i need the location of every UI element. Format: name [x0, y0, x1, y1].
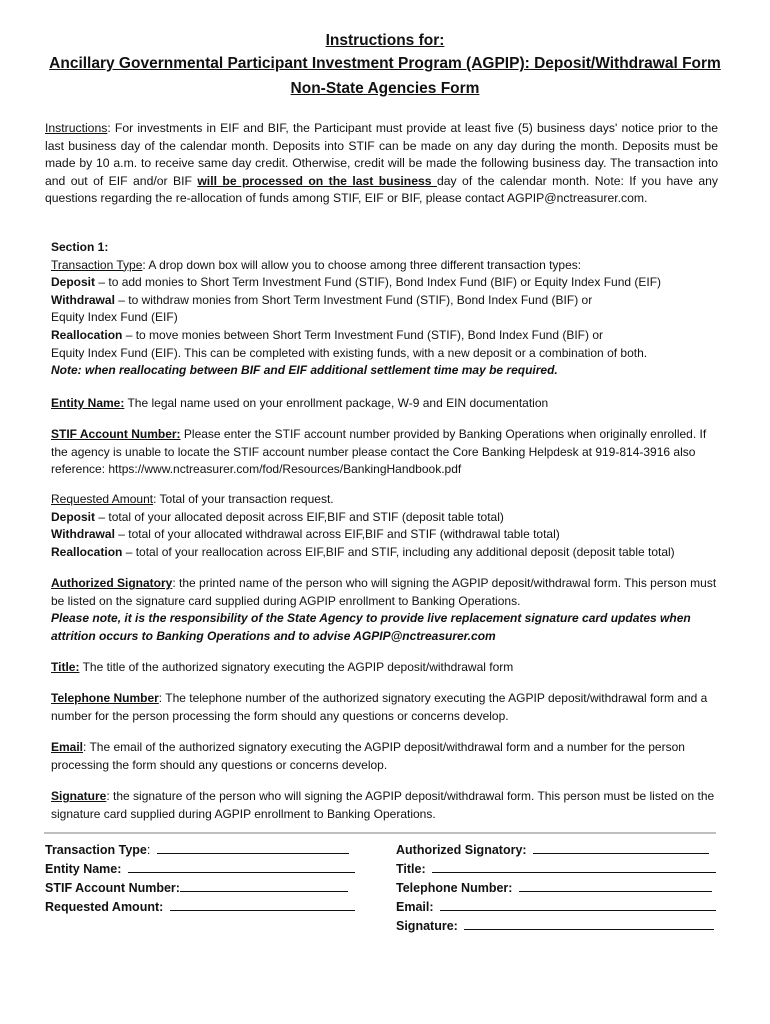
reallocation-text: – to move monies between Short Term Investment Fund (STIF), Bond Index Fund (BIF) or — [122, 327, 604, 342]
form-transaction-type-label: Transaction Type — [45, 843, 147, 857]
deposit-label: Deposit — [51, 275, 96, 290]
signatory-note: Please note, it is the responsibility of the State Agency to provide live replacement signature card updates when attrition occurs to Banking Operations and to advise AGPIP@nctreasurer.com — [51, 611, 691, 643]
intro-paragraph — [45, 120, 718, 208]
form-telephone — [396, 879, 712, 895]
requested-amount-instructions — [51, 491, 723, 561]
telephone-instructions — [51, 690, 723, 725]
amount-withdrawal-text: – total of your allocated withdrawal across EIF,BIF and STIF (withdrawal table total) — [114, 527, 560, 542]
form-signature — [396, 917, 714, 933]
intro-label: Instructions — [45, 121, 108, 135]
form-transaction-type — [45, 841, 349, 857]
telephone-field[interactable] — [519, 879, 712, 892]
deposit-text: – to add monies to Short Term Investment Fund (STIF), Bond Index Fund (BIF) or Equity Index Fund (EIF) — [95, 275, 662, 290]
stif-text: Please enter the STIF account number provided by Banking Operations when originally enrolled. If the agency is unable to locate the STIF account number please contact the Core Banking Helpdesk at 919-814-3916 also reference: https://www.nctreasurer.com/fod/Resources/BankingHandbook.pdf — [51, 427, 707, 477]
amount-deposit-label: Deposit — [51, 509, 96, 524]
form-title-label: Title: — [396, 862, 426, 876]
signature-label: Signature — [51, 789, 107, 803]
form-entity-name — [45, 860, 355, 876]
transaction-type-label: Transaction Type — [51, 257, 143, 272]
withdrawal-label: Withdrawal — [51, 292, 115, 307]
email-text: : The email of the authorized signatory executing the AGPIP deposit/withdrawal form and a number for the person processing the form should any questions or concerns develop. — [51, 740, 685, 772]
transaction-type-field[interactable] — [157, 841, 349, 854]
entity-name-text: The legal name used on your enrollment package, W-9 and EIN documentation — [124, 396, 549, 410]
requested-amount-field[interactable] — [170, 898, 355, 911]
stif-instructions — [51, 426, 723, 479]
title-label: Title: — [51, 660, 80, 674]
form-signature-label: Signature: — [396, 919, 458, 933]
form-stif-account — [45, 879, 348, 895]
title-text: The title of the authorized signatory executing the AGPIP deposit/withdrawal form — [79, 660, 514, 674]
amount-withdrawal-label: Withdrawal — [51, 527, 115, 542]
stif-account-field[interactable] — [180, 879, 348, 892]
stif-label: STIF Account Number: — [51, 427, 181, 441]
reallocation-text-cont: Equity Index Fund (EIF). This can be completed with existing funds, with a new deposit or a combination of both. — [51, 345, 648, 360]
withdrawal-text-cont: Equity Index Fund (EIF) — [51, 310, 178, 325]
signature-text: : the signature of the person who will signing the AGPIP deposit/withdrawal form. This person must be listed on the signature card supplied during AGPIP enrollment to Banking Operations. — [51, 789, 715, 821]
signatory-label: Authorized Signatory — [51, 576, 173, 590]
withdrawal-text: – to withdraw monies from Short Term Investment Fund (STIF), Bond Index Fund (BIF) or — [114, 292, 593, 307]
form-entity-name-label: Entity Name: — [45, 862, 122, 876]
form-title — [396, 860, 716, 876]
form-telephone-label: Telephone Number: — [396, 881, 513, 895]
entity-name-label: Entity Name: — [51, 396, 125, 410]
form-authorized-signatory — [396, 841, 709, 857]
authorized-signatory-field[interactable] — [533, 841, 709, 854]
intro-text-2: day of the calendar month. Note: If you have any questions regarding the re-allocation of funds among STIF, EIF or BIF, please contact AGPIP@nctreasurer.com. — [45, 173, 718, 206]
form-stif-account-label: STIF Account Number: — [45, 881, 180, 895]
amount-reallocation-text: – total of your reallocation across EIF,BIF and STIF, including any additional deposit (deposit table total) — [122, 544, 675, 559]
heading-line-1: Instructions for: — [325, 32, 445, 49]
entity-name-field[interactable] — [128, 860, 355, 873]
signatory-text: : the printed name of the person who will signing the AGPIP deposit/withdrawal form. This person must be listed on the signature card supplied during AGPIP enrollment to Banking Operations. — [51, 576, 717, 608]
transaction-type-text: : A drop down box will allow you to choose among three different transaction types: — [142, 257, 582, 272]
form-authorized-signatory-label: Authorized Signatory: — [396, 843, 527, 857]
form-email-label: Email: — [396, 900, 434, 914]
title-instructions — [51, 659, 721, 677]
telephone-text: : The telephone number of the authorized signatory executing the AGPIP deposit/withdrawal form and a number for the person processing the form should any questions or concerns develop. — [51, 691, 708, 723]
telephone-label: Telephone Number — [51, 691, 159, 705]
section-1-heading: Section 1: — [51, 240, 109, 254]
email-label: Email — [51, 740, 84, 754]
section-1 — [51, 239, 721, 380]
form-transaction-type-colon: : — [146, 843, 151, 857]
form-email — [396, 898, 716, 914]
reallocation-label: Reallocation — [51, 327, 123, 342]
entity-name-instructions — [51, 395, 721, 413]
signature-field[interactable] — [464, 917, 714, 930]
intro-text-1: : For investments in EIF and BIF, the Participant must provide at least five (5) business days' notice prior to the last business day of the calendar month. Deposits into STIF can be made on any day during the month. Deposits must be made by 10 a.m. to receive same day credit. Otherwise, credit will be made the following business day. The transaction into and out of EIF and/or BIF — [45, 121, 718, 188]
amount-deposit-text: – total of your allocated deposit across EIF,BIF and STIF (deposit table total) — [95, 509, 504, 524]
email-instructions — [51, 739, 723, 774]
signature-instructions — [51, 788, 723, 823]
requested-amount-label: Requested Amount — [51, 492, 154, 506]
form-requested-amount-label: Requested Amount: — [45, 900, 164, 914]
form-requested-amount — [45, 898, 355, 914]
intro-emphasis: will be processed on the last business — [197, 173, 437, 188]
heading-line-2: Ancillary Governmental Participant Investment Program (AGPIP): Deposit/Withdrawal Form — [49, 55, 721, 72]
amount-reallocation-label: Reallocation — [51, 544, 123, 559]
divider — [44, 832, 716, 834]
signatory-instructions — [51, 575, 719, 645]
heading-line-3: Non-State Agencies Form — [290, 80, 480, 97]
reallocation-note: Note: when reallocating between BIF and EIF additional settlement time may be required. — [51, 363, 558, 378]
email-field[interactable] — [440, 898, 716, 911]
title-field[interactable] — [432, 860, 716, 873]
requested-amount-text: : Total of your transaction request. — [153, 492, 334, 506]
